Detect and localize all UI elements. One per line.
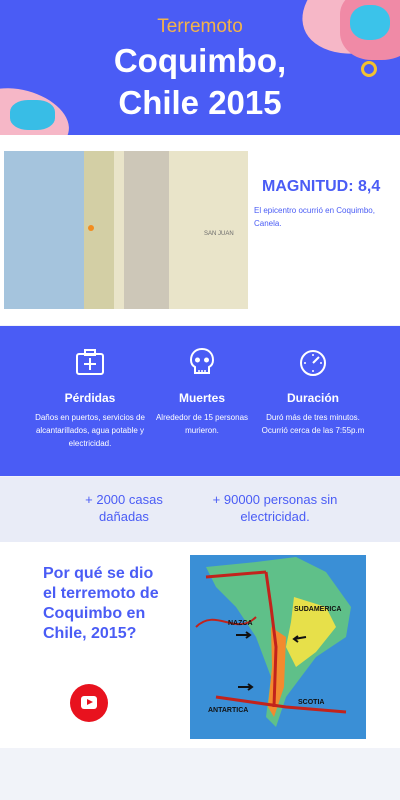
skull-icon [186, 346, 218, 378]
magnitude-section [0, 135, 400, 325]
tectonic-plates-map [176, 547, 368, 747]
youtube-button[interactable] [70, 684, 108, 722]
stat-text: Duró más de tres minutos. Ocurrió cerca de las 7:55p.m [261, 413, 365, 435]
plates-map-graphic [176, 547, 368, 747]
stat-text: Alrededor de 15 personas murieron. [155, 413, 249, 435]
page-title [0, 40, 400, 124]
map-mountains [124, 151, 169, 309]
title-line-1: Coquimbo, [113, 42, 287, 79]
plate-label-sudamerica: SUDAMERICA [294, 606, 342, 613]
footer-space [0, 748, 400, 800]
question-section [0, 542, 400, 748]
stat-title: Duración [286, 391, 339, 405]
play-icon [87, 699, 93, 705]
header-banner [0, 0, 400, 135]
people-count: + 90000 personas sin electricidad. [212, 492, 338, 524]
plate-label-scotia: SCOTIA [298, 699, 325, 706]
plate-label-antartica: ANTARTICA [208, 707, 249, 714]
youtube-icon [81, 696, 97, 709]
stat-title: Muertes [178, 391, 225, 405]
medkit-icon [74, 346, 106, 378]
clock-icon [297, 346, 329, 378]
stat-text: Daños en puertos, servicios de alcantarillados, agua potable y electricidad. [35, 413, 145, 448]
stats-section [0, 326, 400, 476]
magnitude-text: El epicentro ocurrió en Coquimbo, Canela. [254, 206, 375, 228]
plate-label-nazca: NAZCA [228, 620, 253, 627]
stat-title: Pérdidas [64, 391, 116, 405]
map-label: SAN JUAN [204, 231, 234, 237]
header-subtitle: Terremoto [157, 16, 243, 37]
houses-count: + 2000 casas dañadas [85, 492, 163, 524]
counts-section [0, 477, 400, 542]
magnitude-title: MAGNITUD: 8,4 [262, 178, 381, 195]
question-text: Por qué se dio el terremoto de Coquimbo en Chile, 2015? [43, 565, 159, 642]
epicenter-map [4, 151, 248, 309]
title-line-2: Chile 2015 [118, 84, 282, 121]
epicenter-marker [88, 225, 94, 231]
